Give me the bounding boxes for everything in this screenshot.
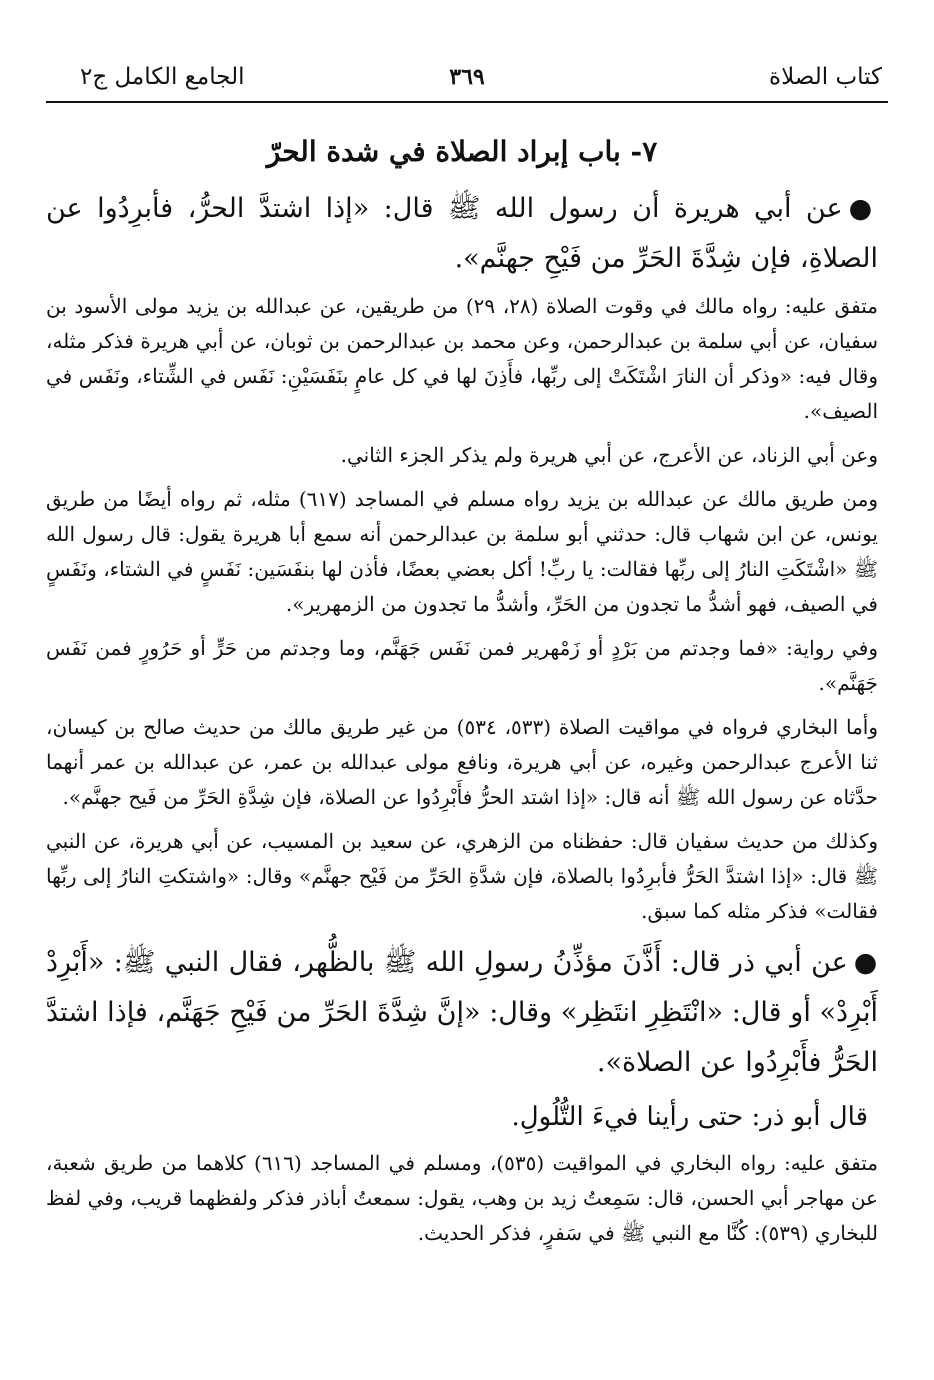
note-paragraph: وأما البخاري فرواه في مواقيت الصلاة (٥٣٣، ٥٣٤) من غير طريق مالك من حديث صالح بن كيسان، ثنا الأعرج عبدالرحمن وغيره، عن أبي هريرة، ونافع مولى عبدالله بن عمر، عن عبدالله بن عمر أنهما حدَّثاه عن رسول الله ﷺ أنه قال: «إذا اشتد الحرُّ فأَبْرِدُوا عن الصلاة، فإن شِدَّةِ الحَرِّ من فَيح جهنَّم».: [46, 715, 879, 809]
header-book-title: كتاب الصلاة: [769, 64, 882, 90]
hadith-2-addition: قال أبو ذر: حتى رأينا فيءَ التُّلُولِ.: [511, 1102, 868, 1132]
header-rule: [46, 101, 888, 103]
note-paragraph: متفق عليه: رواه البخاري في المواقيت (٥٣٥)، ومسلم في المساجد (٦١٦) كلاهما من طريق شعبة، عن مهاجر أبي الحسن، قال: سَمِعتُ زيد بن وهب، يقول: سمعتُ أباذر فذكر ولفظهما قريب، وفي لفظ للبخاري (٥٣٩): كُنَّا مع النبي ﷺ في سَفرٍ، فذكر الحديث.: [46, 1151, 879, 1245]
note-paragraph: ومن طريق مالك عن عبدالله بن يزيد رواه مسلم في المساجد (٦١٧) مثله، ثم رواه أيضًا من طريق يونس، عن ابن شهاب قال: حدثني أبو سلمة بن عبدالرحمن أنه سمع أبا هريرة يقول: قال رسول الله ﷺ «اشْتَكَتِ النارُ إلى ربِّها فقالت: يا ربِّ! أكل بعضي بعضًا، فأذن لها بنفَسَين: نَفَسٍ في الشتاء، ونَفَسٍ في الصيف، فهو أشدُّ ما تجدون من الحَرِّ، وأشدُّ ما تجدون من الزمهرير».: [46, 487, 878, 616]
hadith-1: عن أبي هريرة أن رسول الله ﷺ قال: «إذا اشتدَّ الحرُّ، فأبرِدُوا عن الصلاةِ، فإن شِدَّةَ الحَرِّ من فَيْحِ جهنَّم».: [46, 193, 878, 274]
running-header: [46, 64, 888, 102]
hadith-2: عن أبي ذر قال: أَذَّنَ مؤذِّنُ رسولِ الله ﷺ بالظُّهر، فقال النبي ﷺ: «أَبْرِدْ أَبْرِدْ» أو قال: «انْتَظِرِ انتَظِر» وقال: «إنَّ شِدَّةَ الحَرِّ من فَيْحِ جَهَنَّم، فإذا اشتدَّ الحَرُّ فأَبْرِدُوا عن الصلاة».: [46, 947, 878, 1078]
page-number: ٣٦٩: [449, 64, 485, 90]
note-paragraph: متفق عليه: رواه مالك في وقوت الصلاة (٢٨، ٢٩) من طريقين، عن عبدالله بن يزيد مولى الأسود بن سفيان، عن أبي سلمة بن عبدالرحمن، وعن محمد بن عبدالرحمن بن ثوبان، عن أبي هريرة فذكر مثله، وقال فيه: «وذكر أن النارَ اشْتَكَتْ إلى ربِّها، فأَذِنَ لها في كل عامٍ بنَفَسَيْنِ: نَفَس في الشِّتاء، ونَفَس في الصيف».: [46, 294, 878, 423]
bullet-icon: ●: [853, 947, 878, 978]
bullet-icon: ●: [848, 193, 879, 224]
note-paragraph: وعن أبي الزناد، عن الأعرج، عن أبي هريرة ولم يذكر الجزء الثاني.: [340, 443, 878, 467]
note-paragraph: وكذلك من حديث سفيان قال: حفظناه من الزهري، عن سعيد بن المسيب، عن أبي هريرة، عن النبي ﷺ قال: «إذا اشتدَّ الحَرُّ فأبرِدُوا بالصلاة، فإن شدَّةِ الحَرِّ من فَيْح جهنَّم» وقال: «واشتكتِ النارُ إلى ربِّها فقالت» فذكر مثله كما سبق.: [46, 829, 878, 923]
chapter-title: ٧- باب إبراد الصلاة في شدة الحرّ: [266, 135, 658, 168]
page-content: [46, 130, 878, 1260]
note-paragraph: وفي رواية: «فما وجدتم من بَرْدٍ أو زَمْهرير فمن نَفَس جَهَنَّم، وما وجدتم من حَرٍّ أو حَرُورٍ فمن نَفَس جَهَنَّم».: [46, 636, 878, 695]
hadith-text: [46, 938, 878, 1088]
hadith-text: [46, 184, 878, 284]
header-volume-title: الجامع الكامل ج٢: [80, 64, 245, 90]
